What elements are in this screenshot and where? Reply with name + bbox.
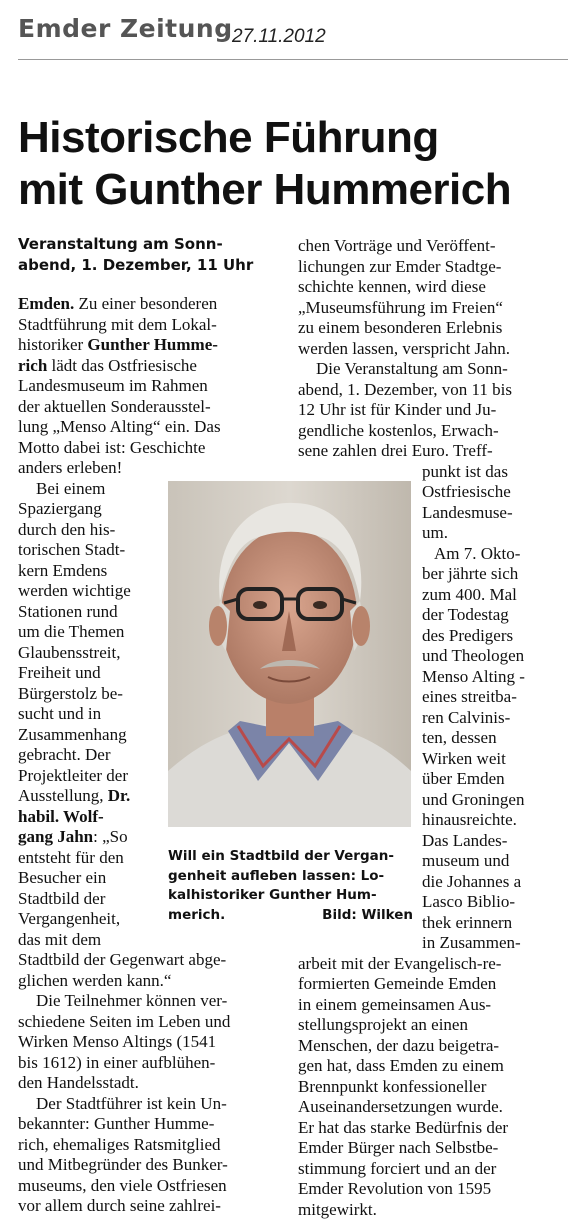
text-line: Vergangenheit, bbox=[18, 909, 121, 928]
publication-date: 27.11.2012 bbox=[232, 26, 326, 47]
text-line: Er hat das starke Bedürfnis der bbox=[298, 1117, 509, 1137]
text-line: Die Teilnehmer können ver- bbox=[36, 991, 228, 1010]
text-line: gen hat, dass Emden zu einem bbox=[298, 1056, 504, 1075]
newspaper-name: Emder Zeitung bbox=[18, 14, 233, 43]
text-line: „Museumsführung im Freien“ bbox=[298, 297, 503, 317]
text-line: Motto dabei ist: Geschichte bbox=[18, 437, 206, 457]
text-line: abend, 1. Dezember, von 11 bis bbox=[298, 379, 512, 399]
text-line: ber jährte sich bbox=[422, 564, 519, 583]
caption-line: kalhistoriker Gunther Hum- bbox=[168, 887, 377, 903]
text-line: des Predigers bbox=[422, 625, 514, 645]
text-line: Das Landes- bbox=[422, 830, 508, 850]
text-line: den Handelsstadt. bbox=[18, 1073, 139, 1092]
caption-line-text: merich. bbox=[168, 906, 226, 923]
text-line: Brennpunkt konfessioneller bbox=[298, 1076, 487, 1096]
text-line: zu einem besonderen Erlebnis bbox=[298, 318, 503, 337]
headline bbox=[18, 112, 563, 216]
text-line: Die Veranstaltung am Sonn- bbox=[316, 359, 508, 378]
text-line: glichen werden kann.“ bbox=[18, 970, 172, 990]
text-line: kern Emdens bbox=[18, 560, 108, 580]
photo-caption bbox=[168, 847, 413, 925]
text-line: Am 7. Okto- bbox=[434, 543, 521, 563]
text-line: lichungen zur Emder Stadtge- bbox=[298, 256, 502, 276]
text-line: thek erinnern bbox=[422, 912, 513, 932]
subheadline-line: Veranstaltung am Sonn- bbox=[18, 235, 223, 253]
text-line: in einem gemeinsamen Aus- bbox=[298, 994, 492, 1014]
text-line: ren Calvinis- bbox=[422, 707, 511, 727]
photo-credit: Bild: Wilken bbox=[322, 906, 413, 923]
masthead bbox=[0, 0, 570, 60]
text-line: und Mitbegründer des Bunker- bbox=[18, 1155, 228, 1174]
text-line: rich lädt das Ostfriesische bbox=[18, 355, 197, 375]
text-line: museums, den viele Ostfriesen bbox=[18, 1175, 227, 1195]
subheadline-line: abend, 1. Dezember, 11 Uhr bbox=[18, 255, 254, 274]
caption-line: Will ein Stadtbild der Vergan- bbox=[168, 848, 394, 864]
text-line: entsteht für den bbox=[18, 847, 124, 867]
text-line: ten, dessen bbox=[422, 728, 497, 747]
headline-line: Historische Führung bbox=[18, 113, 439, 162]
text-line: Emder Bürger nach Selbstbe- bbox=[298, 1138, 499, 1157]
text-line: Stadtbild der Gegenwart abge- bbox=[18, 950, 227, 969]
text-line: Stadtführung mit dem Lokal- bbox=[18, 314, 217, 334]
text-line: mitgewirkt. bbox=[298, 1199, 377, 1219]
text-line: vor allem durch seine zahlrei- bbox=[18, 1196, 221, 1215]
text-line: Stationen rund bbox=[18, 601, 118, 621]
text-line: Bei einem bbox=[36, 478, 106, 498]
text-line: zum 400. Mal bbox=[422, 584, 517, 604]
caption-line: genheit aufleben lassen: Lo- bbox=[168, 867, 385, 884]
text-line: Der Stadtführer ist kein Un- bbox=[36, 1093, 227, 1113]
text-line: Ausstellung, Dr. bbox=[18, 786, 131, 805]
text-line: Freiheit und bbox=[18, 663, 101, 682]
text-line: Wirken weit bbox=[422, 748, 506, 768]
text-line: Besucher ein bbox=[18, 868, 107, 887]
text-line: gendliche kostenlos, Erwach- bbox=[298, 420, 499, 440]
text-line: sucht und in bbox=[18, 704, 102, 723]
text-line: schichte kennen, wird diese bbox=[298, 277, 486, 296]
text-line: werden lassen, verspricht Jahn. bbox=[298, 338, 510, 358]
masthead-rule bbox=[18, 59, 568, 60]
text-line: stellungsprojekt an einen bbox=[298, 1015, 468, 1034]
text-line: Zusammenhang bbox=[18, 724, 127, 744]
text-line: Projektleiter der bbox=[18, 765, 128, 785]
text-line: Menso Alting - bbox=[422, 666, 525, 686]
text-line: der Todestag bbox=[422, 605, 509, 624]
text-line: punkt ist das bbox=[422, 461, 508, 481]
text-line: Bürgerstolz be- bbox=[18, 683, 123, 703]
text-line: die Johannes a bbox=[422, 871, 522, 891]
text-line: durch den his- bbox=[18, 519, 116, 539]
text-line: formierten Gemeinde Emden bbox=[298, 974, 497, 993]
text-line: und Groningen bbox=[422, 789, 525, 809]
text-line: lung „Menso Alting“ ein. Das bbox=[18, 417, 221, 436]
text-line: eines streitba- bbox=[422, 687, 517, 706]
text-line: Spaziergang bbox=[18, 499, 102, 518]
spacer bbox=[18, 275, 280, 294]
portrait-photo bbox=[168, 481, 411, 827]
text-line: Wirken Menso Altings (1541 bbox=[18, 1032, 217, 1051]
text-line: in Zusammen- bbox=[422, 933, 521, 952]
text-line: chen Vorträge und Veröffent- bbox=[298, 236, 496, 255]
text-line: das mit dem bbox=[18, 929, 102, 949]
portrait-illustration bbox=[168, 481, 411, 827]
text-line: Emder Revolution von 1595 bbox=[298, 1179, 492, 1198]
text-line: gebracht. Der bbox=[18, 745, 111, 764]
text-line: habil. Wolf- bbox=[18, 806, 104, 826]
text-line: um die Themen bbox=[18, 622, 125, 641]
text-line: Auseinandersetzungen wurde. bbox=[298, 1097, 503, 1116]
caption-line bbox=[168, 906, 413, 926]
text-line: Emden. Zu einer besonderen bbox=[18, 294, 218, 313]
text-line: Landesmuseum im Rahmen bbox=[18, 376, 208, 395]
text-line: arbeit mit der Evangelisch-re- bbox=[298, 953, 502, 973]
text-line: anders erleben! bbox=[18, 458, 123, 477]
text-line: schiedene Seiten im Leben und bbox=[18, 1011, 231, 1031]
text-line: der aktuellen Sonderausstel- bbox=[18, 396, 211, 416]
text-line: Ostfriesische bbox=[422, 482, 511, 501]
text-line: gang Jahn: „So bbox=[18, 827, 128, 846]
text-line: Stadtbild der bbox=[18, 888, 106, 908]
text-line: hinausreichte. bbox=[422, 810, 517, 829]
text-line: über Emden bbox=[422, 769, 505, 788]
text-line: werden wichtige bbox=[18, 581, 131, 600]
text-line: torischen Stadt- bbox=[18, 540, 126, 559]
text-line: bis 1612) in einer aufblühen- bbox=[18, 1052, 216, 1072]
text-line: Menschen, der dazu beigetra- bbox=[298, 1035, 500, 1055]
text-line: um. bbox=[422, 523, 448, 542]
text-line: stimmung forciert und an der bbox=[298, 1158, 497, 1178]
text-line: sene zahlen drei Euro. Treff- bbox=[298, 441, 493, 460]
headline-line: mit Gunther Hummerich bbox=[18, 165, 512, 214]
text-line: Lasco Biblio- bbox=[422, 892, 516, 911]
text-line: rich, ehemaliges Ratsmitglied bbox=[18, 1134, 221, 1154]
text-line: Glaubensstreit, bbox=[18, 642, 121, 662]
text-line: 12 Uhr ist für Kinder und Ju- bbox=[298, 400, 497, 419]
text-line: und Theologen bbox=[422, 646, 525, 665]
text-line: historiker Gunther Humme- bbox=[18, 335, 218, 354]
text-line: Landesmuse- bbox=[422, 502, 513, 522]
text-line: bekannter: Gunther Humme- bbox=[18, 1114, 215, 1133]
text-line: museum und bbox=[422, 851, 510, 870]
